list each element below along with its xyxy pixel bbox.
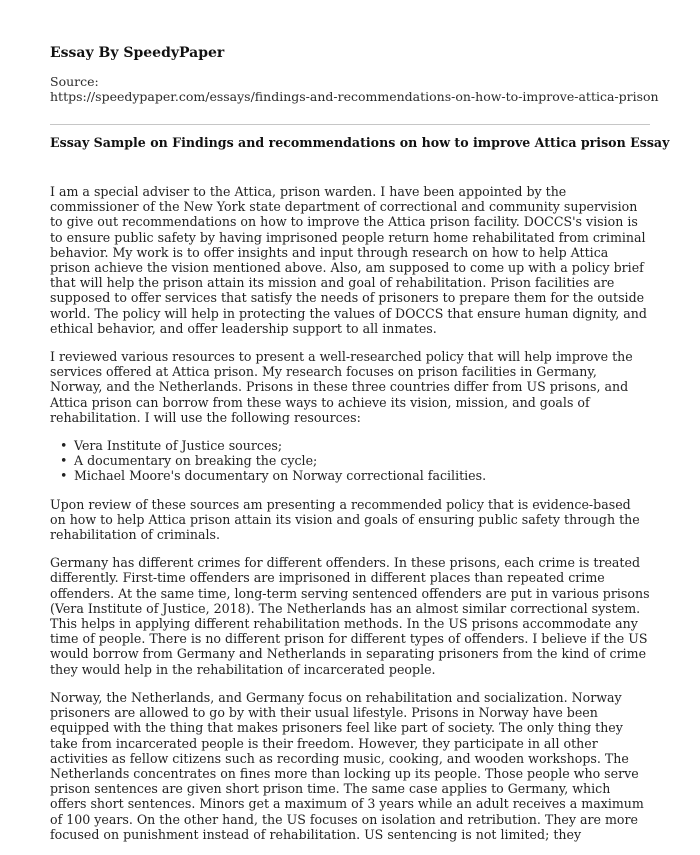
list-item-text: Michael Moore's documentary on Norway correctional facilities. [74,468,487,484]
essay-title: Essay Sample on Findings and recommendations on how to improve Attica prison Essay [50,135,670,150]
source-url: https://speedypaper.com/essays/findings-and-recommendations-on-how-to-improve-attica-prison [50,89,659,104]
list-item-text: Vera Institute of Justice sources; [74,438,283,454]
essay-body [50,184,650,855]
paragraph: I reviewed various resources to present a well-researched policy that will help improve the services offered at Attica prison. My research focuses on prison facilities in Germany, Norway, and the Netherlands. Prisons in these three countries differ from US prisons, and Attica prison can borrow from these ways to achieve its vision, mission, and goals of rehabilitation. I will use the following resources: [50,349,633,425]
paragraph: Upon review of these sources am presenting a recommended policy that is evidence-based on how to help Attica prison attain its vision and goals of ensuring public safety through the rehabilitation of criminals. [50,496,640,543]
header-divider [50,124,650,125]
bullet-icon: • [60,468,68,484]
bullet-icon: • [60,453,68,469]
bullet-icon: • [60,438,68,454]
list-item [60,438,650,454]
paragraph: Germany has different crimes for different offenders. In these prisons, each crime is treated differently. First-time offenders are imprisoned in different places than repeated crime offenders. At the same time, long-term serving sentenced offenders are put in various prisons (Vera Institute of Justice, 2018). The Netherlands has an almost similar correctional system. This helps in applying different rehabilitation methods. In the US prisons accommodate any time of people. There is no different prison for different types of offenders. I believe if the US would borrow from Germany and Netherlands in separating prisoners from the kind of crime they would help in the rehabilitation of incarcerated people. [50,555,650,677]
list-item [60,468,650,484]
brand-heading: Essay By SpeedyPaper [50,45,225,61]
paragraph: Norway, the Netherlands, and Germany focus on rehabilitation and socialization. Norway prisoners are allowed to go by with their usual lifestyle. Prisons in Norway have been equipped with the thing that makes prisoners feel like part of society. The only thing they take from incarcerated people is their freedom. However, they participate in all other activities as fellow citizens such as recording music, cooking, and wooden workshops. The Netherlands concentrates on fines more than locking up its people. Those people who serve prison sentences are given short prison time. The same case applies to Germany, which offers short sentences. Minors get a maximum of 3 years while an adult receives a maximum of 100 years. On the other hand, the US focuses on isolation and retribution. They are more focused on punishment instead of rehabilitation. US sentencing is not limited; they [50,689,644,842]
list-item-text: A documentary on breaking the cycle; [74,453,318,469]
resource-list [50,438,650,484]
paragraph: I am a special adviser to the Attica, prison warden. I have been appointed by the commissioner of the New York state department of correctional and community supervision to give out recommendations on how to improve the Attica prison facility. DOCCS's vision is to ensure public safety by having imprisoned people return home rehabilitated from criminal behavior. My work is to offer insights and input through research on how to help Attica prison achieve the vision mentioned above. Also, am supposed to come up with a policy brief that will help the prison attain its mission and goal of rehabilitation. Prison facilities are supposed to offer services that satisfy the needs of prisoners to prepare them for the outside world. The policy will help in protecting the values of DOCCS that ensure human dignity, and ethical behavior, and offer leadership support to all inmates. [50,184,647,336]
source-label: Source: [50,74,99,89]
list-item [60,453,650,469]
